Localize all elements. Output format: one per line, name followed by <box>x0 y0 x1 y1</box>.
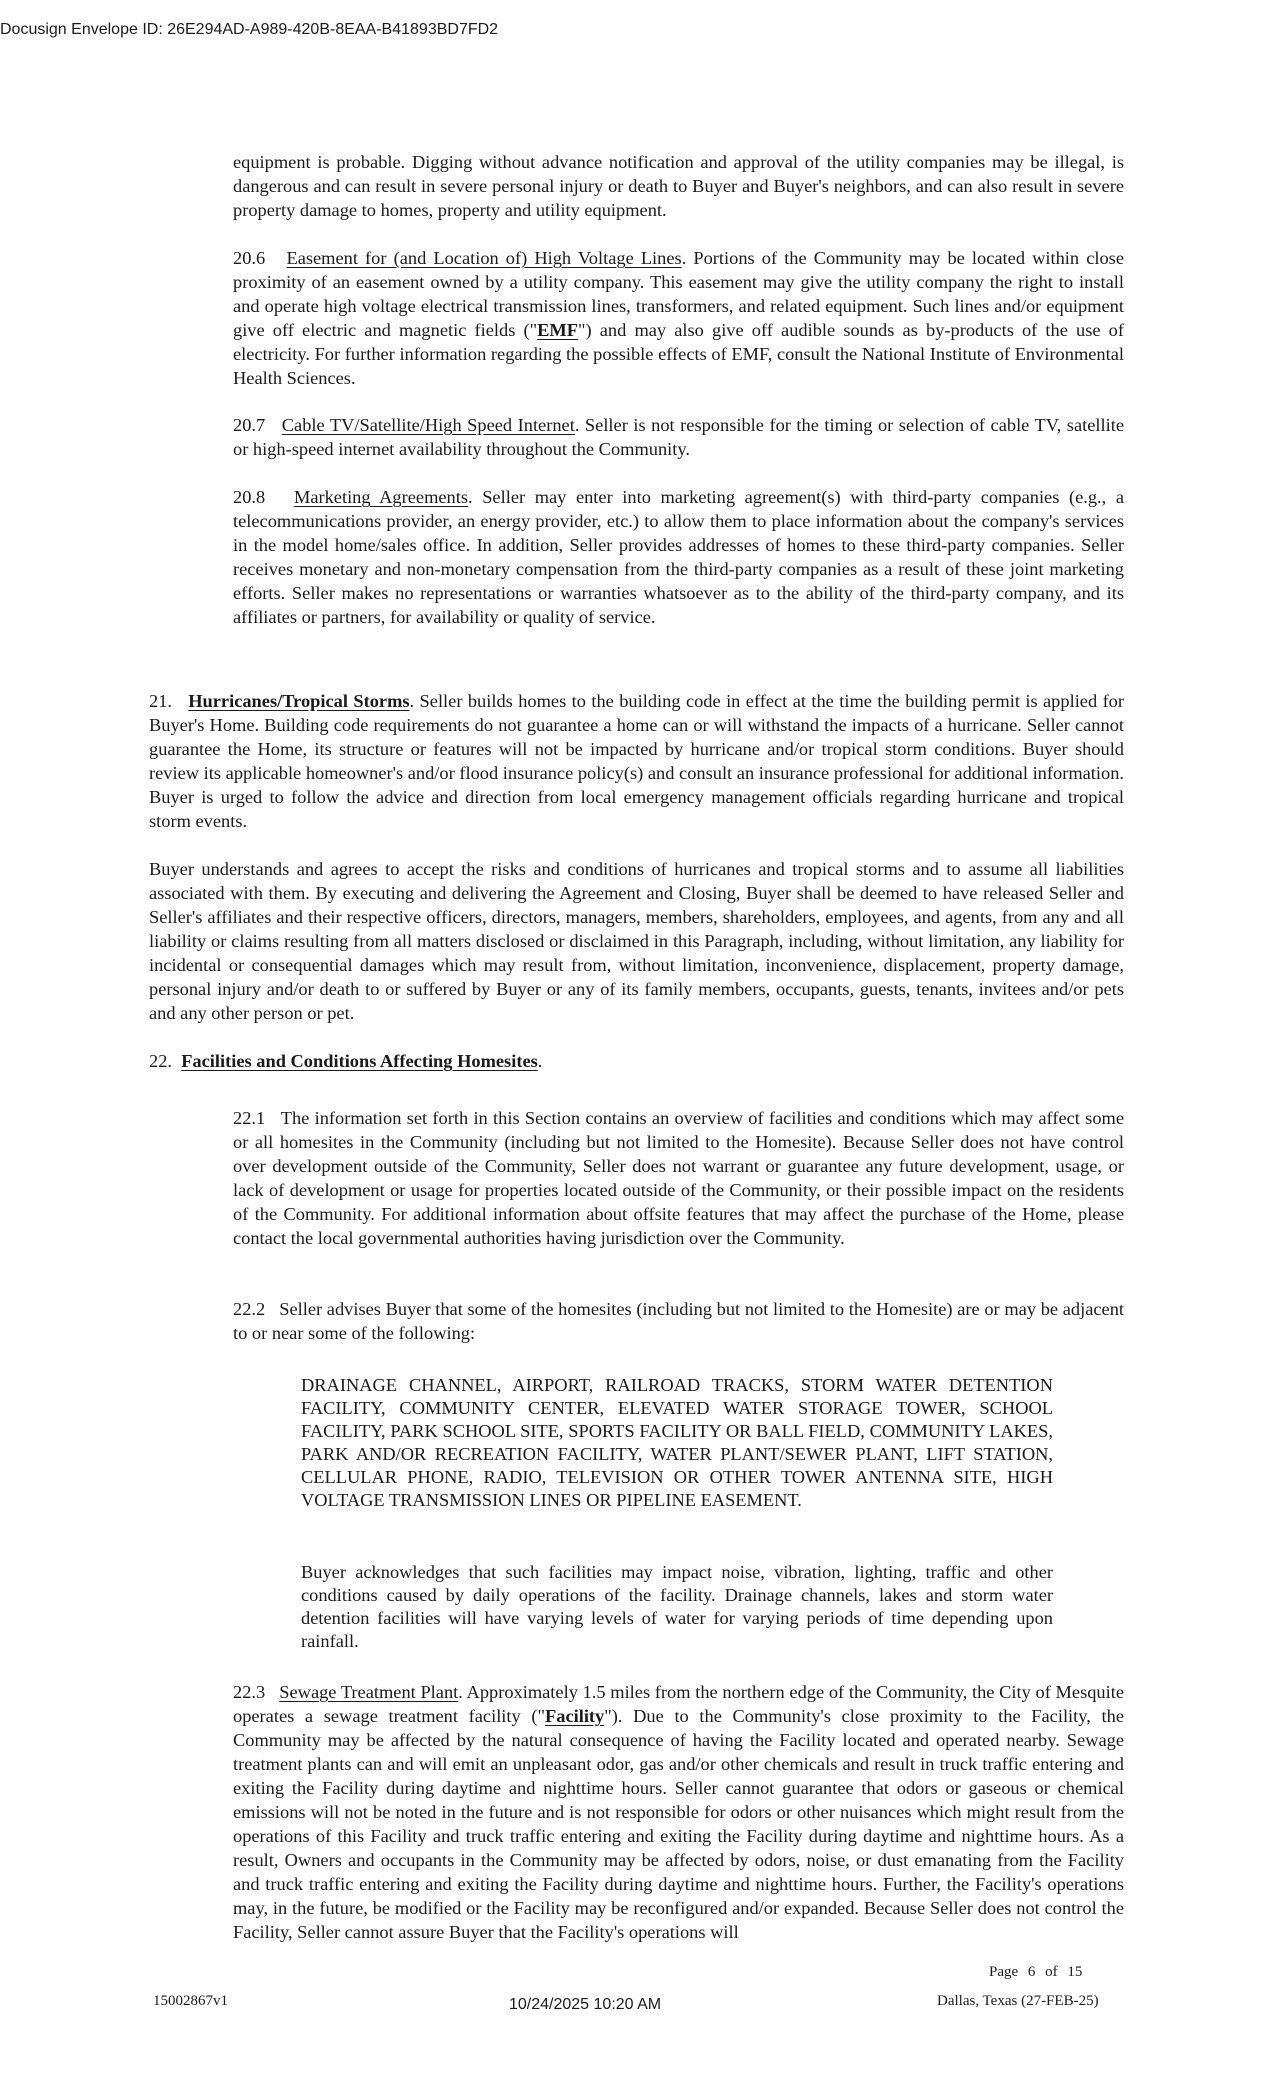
section-21-release-paragraph: Buyer understands and agrees to accept the risks and conditions of hurricanes and tropical storms and to assume all liabilities associated with them. By executing and delivering the Agreement and Closing, Buyer shall be deemed to have released Seller and Seller's affiliates and their respective officers, directors, managers, members, shareholders, employees, and agents, from any and all liability or claims resulting from all matters disclosed or disclaimed in this Paragraph, including, without limitation, any liability for incidental or consequential damages which may result from, without limitation, inconvenience, displacement, property damage, personal injury and/or death to or suffered by Buyer or any of its family members, occupants, guests, tenants, invitees and/or pets and any other person or pet. <box>149 859 1124 1023</box>
facilities-list: DRAINAGE CHANNEL, AIRPORT, RAILROAD TRACKS, STORM WATER DETENTION FACILITY, COMMUNITY CENTER, ELEVATED WATER STORAGE TOWER, SCHOOL FACILITY, PARK SCHOOL SITE, SPORTS FACILITY OR BALL FIELD, COMMUNITY LAKES, PARK AND/OR RECREATION FACILITY, WATER PLANT/SEWER PLANT, LIFT STATION, CELLULAR PHONE, RADIO, TELEVISION OR OTHER TOWER ANTENNA SITE, HIGH VOLTAGE TRANSMISSION LINES OR PIPELINE EASEMENT. <box>301 1375 1053 1510</box>
section-20-8 <box>233 485 1124 629</box>
section-title: Easement for (and Location of) High Voltage Lines <box>286 248 682 268</box>
section-number: 20.8 <box>233 487 266 507</box>
section-title: Marketing Agreements <box>293 487 469 507</box>
page-current: 6 <box>1027 1964 1036 1980</box>
facilities-acknowledgement: Buyer acknowledges that such facilities may impact noise, vibration, lighting, traffic and other conditions caused by daily operations of the facility. Drainage channels, lakes and storm water detention facilities will have varying levels of water for varying periods of time depending upon rainfall. <box>301 1562 1053 1651</box>
section-text: . Seller builds homes to the building code in effect at the time the building permit is applied for Buyer's Home. Building code requirements do not guarantee a home can or will withstand the impacts of a hurricane. Seller cannot guarantee the Home, its structure or features will not be impacted by hurricane and/or tropical storm conditions. Buyer should review its applicable homeowner's and/or flood insurance policy(s) and consult an insurance professional for additional information. Buyer is urged to follow the advice and direction from local emergency management officials regarding hurricane and tropical storm events. <box>149 691 1125 831</box>
section-number: 20.6 <box>233 248 266 268</box>
section-text: "). Due to the Community's close proximity to the Facility, the Community may be affected by the natural consequence of having the Facility located and operated nearby. Sewage treatment plants can and will emit an unpleasant odor, gas and/or other chemicals and result in truck traffic entering and exiting the Facility during daytime and nighttime hours. Seller cannot guarantee that odors or gaseous or chemical emissions will not be noted in the future and is not responsible for odors or other nuisances which might result from the operations of this Facility and truck traffic entering and exiting the Facility during daytime and nighttime hours. As a result, Owners and occupants in the Community may be affected by odors, noise, or dust emanating from the Facility and truck traffic entering and exiting the Facility during daytime and nighttime hours. Further, the Facility's operations may, in the future, be modified or the Facility may be reconfigured and/or expanded. Because Seller does not control the Facility, Seller cannot assure Buyer that the Facility's operations will <box>233 1706 1124 1942</box>
section-number: 22.3 <box>233 1682 266 1702</box>
defined-term-facility: Facility <box>545 1706 605 1726</box>
section-20-5-continuation: equipment is probable. Digging without advance notification and approval of the utility companies may be illegal, is dangerous and can result in severe personal injury or death to Buyer and Buyer's neighbors, and can also result in severe property damage to homes, property and utility equipment. <box>233 152 1124 220</box>
section-text: . Approximately 1.5 miles from the northern edge of the Community, the City of Mesquite operates a sewage treatment facility (" <box>233 1682 1124 1726</box>
section-title: Cable TV/Satellite/High Speed Internet <box>281 415 575 435</box>
section-22-2 <box>233 1297 1124 1345</box>
section-title: Sewage Treatment Plant <box>279 1682 459 1702</box>
page-total: 15 <box>1067 1964 1083 1980</box>
document-location-date: Dallas, Texas (27-FEB-25) <box>937 1993 1099 2009</box>
section-22-3 <box>233 1680 1124 1944</box>
docusign-envelope-id: Docusign Envelope ID: 26E294AD-A989-420B-8EAA-B41893BD7FD2 <box>0 21 499 38</box>
section-22-heading: 22. Facilities and Conditions Affecting Homesites. <box>149 1051 543 1071</box>
section-text: . Seller may enter into marketing agreement(s) with third-party companies (e.g., a telecommunications provider, an energy provider, etc.) to allow them to place information about the company's services in the model home/sales office. In addition, Seller provides addresses of homes to these third-party companies. Seller receives monetary and non-monetary compensation from the third-party companies as a result of these joint marketing efforts. Seller makes no representations or warranties whatsoever as to the ability of the third-party company, and its affiliates or partners, for availability or quality of service. <box>233 487 1124 627</box>
section-text: Seller advises Buyer that some of the homesites (including but not limited to the Homesite) are or may be adjacent to or near some of the following: <box>233 1299 1124 1343</box>
section-text: The information set forth in this Section contains an overview of facilities and conditions which may affect some or all homesites in the Community (including but not limited to the Homesite). Because Seller does not have control over development outside of the Community, Seller does not warrant or guarantee any future development, usage, or lack of development or usage for properties located outside of the Community, or their possible impact on the residents of the Community. For additional information about offsite features that may affect the purchase of the Home, please contact the local governmental authorities having jurisdiction over the Community. <box>233 1108 1124 1248</box>
section-20-6 <box>233 246 1124 390</box>
section-number: 22.2 <box>233 1299 266 1319</box>
section-heading: Hurricanes/Tropical Storms <box>188 691 410 711</box>
signature-timestamp: 10/24/2025 10:20 AM <box>509 1996 662 2013</box>
section-heading: Facilities and Conditions Affecting Homesites <box>181 1051 538 1071</box>
section-text: . Portions of the Community may be located within close proximity of an easement owned by a utility company. This easement may give the utility company the right to install and operate high voltage electrical transmission lines, transformers, and related equipment. Such lines and/or equipment give off electric and magnetic fields (" <box>233 248 1124 340</box>
page-number: Page 6 of 15 <box>989 1964 1083 1980</box>
defined-term-emf: EMF <box>537 320 578 340</box>
section-20-7 <box>233 413 1124 461</box>
section-number: 22.1 <box>233 1108 266 1128</box>
section-number: 20.7 <box>233 415 266 435</box>
section-number: 22. <box>149 1051 172 1071</box>
section-text: ") and may also give off audible sounds as by-products of the use of electricity. For further information regarding the possible effects of EMF, consult the National Institute of Environmental Health Sciences. <box>233 320 1125 388</box>
section-22-1 <box>233 1106 1124 1250</box>
section-number: 21. <box>149 691 172 711</box>
document-version-id: 15002867v1 <box>153 1993 228 2009</box>
section-21 <box>149 689 1124 833</box>
section-text: . Seller is not responsible for the timing or selection of cable TV, satellite or high-speed internet availability throughout the Community. <box>233 415 1124 459</box>
